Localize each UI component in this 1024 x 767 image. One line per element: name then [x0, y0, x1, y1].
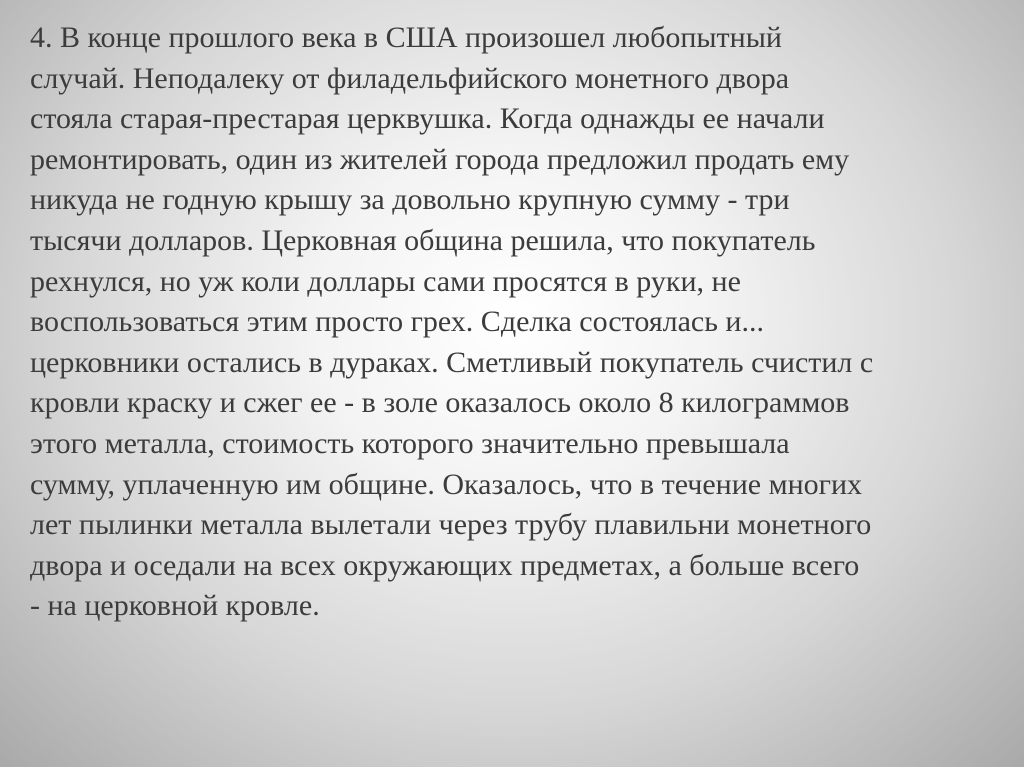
text-line: воспользоваться этим просто грех. Сделка состоялась и...: [30, 305, 764, 339]
text-line: случай. Неподалеку от филадельфийского монетного двора: [30, 61, 790, 95]
text-line: ремонтировать, один из жителей города предложил продать ему: [30, 142, 850, 176]
text-line: церковники остались в дураках. Сметливый покупатель счистил с: [30, 345, 874, 379]
text-line: - на церковной кровле.: [30, 589, 320, 623]
text-line: стояла старая-престарая церквушка. Когда однажды ее начали: [30, 102, 825, 136]
text-line: рехнулся, но уж коли доллары сами просятся в руки, не: [30, 264, 741, 298]
text-line: никуда не годную крышу за довольно крупную сумму - три: [30, 183, 790, 217]
text-line: кровли краску и сжег ее - в золе оказалось около 8 килограммов: [30, 386, 850, 420]
text-line: сумму, уплаченную им общине. Оказалось, что в течение многих: [30, 467, 863, 501]
text-line: тысячи долларов. Церковная община решила, что покупатель: [30, 223, 816, 257]
slide-body-text: [30, 18, 1005, 627]
text-line: этого металла, стоимость которого значительно превышала: [30, 426, 790, 460]
text-line: двора и оседали на всех окружающих предметах, а больше всего: [30, 548, 860, 582]
text-line: лет пылинки металла вылетали через трубу плавильни монетного: [30, 508, 872, 542]
text-line: 4. В конце прошлого века в США произошел любопытный: [30, 21, 782, 54]
